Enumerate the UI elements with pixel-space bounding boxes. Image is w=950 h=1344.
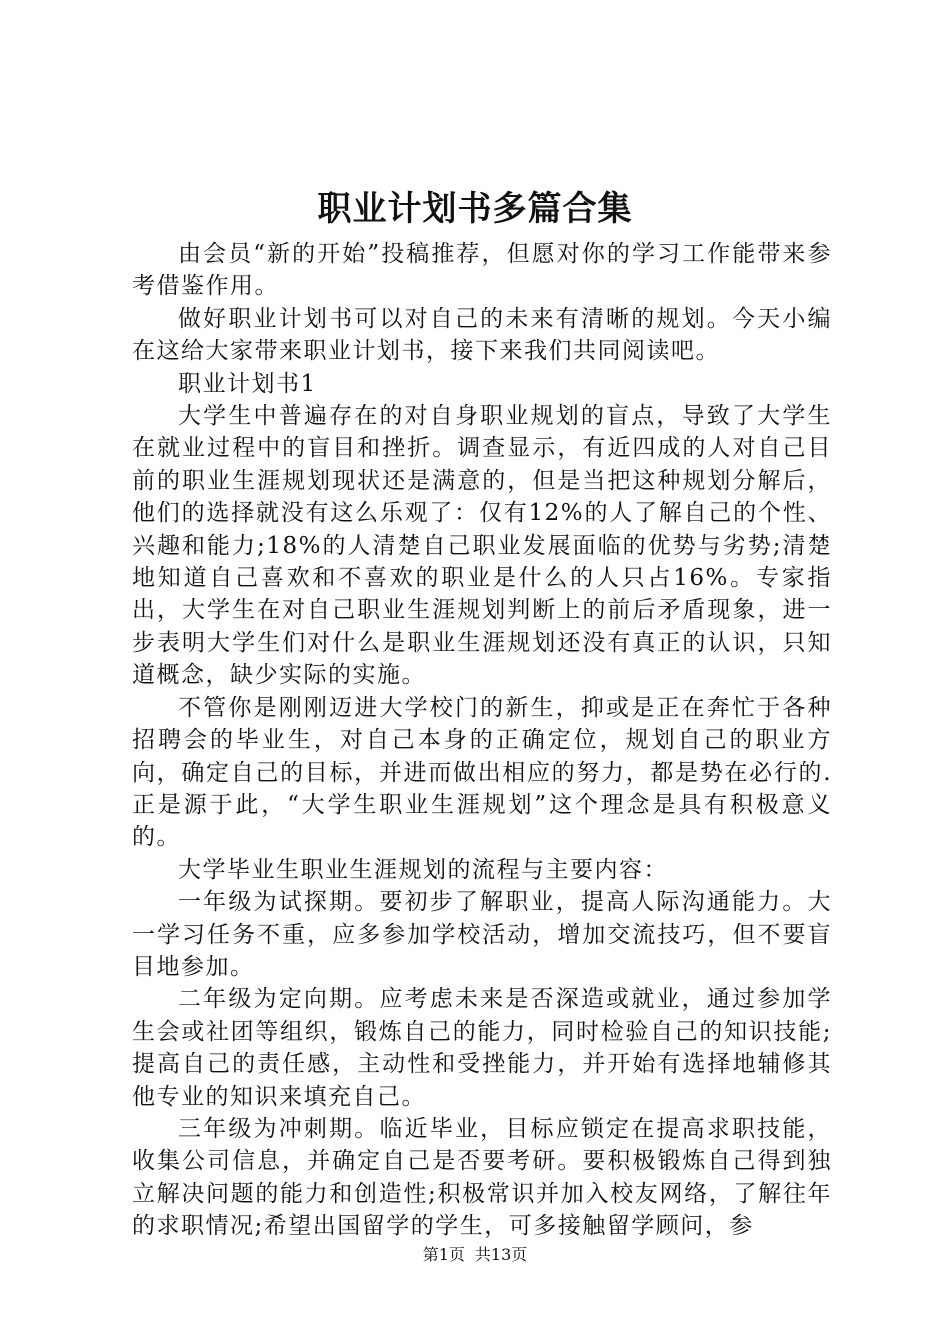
paragraph-source-note: 由会员“新的开始”投稿推荐，但愿对你的学习工作能带来参考借鉴作用。 <box>132 241 832 300</box>
page-number: 第1页 <box>422 1245 465 1264</box>
paragraph-positioning: 不管你是刚刚迈进大学校门的新生，抑或是正在奔忙于各种招聘会的毕业生，对自己本身的正确定位，规划自己的职业方向，确定自己的目标，并进而做出相应的努力，都是势在必行的.正是源于此，“大学生职业生涯规划”这个理念是具有积极意义的。 <box>132 694 832 851</box>
section-heading: 职业计划书1 <box>178 370 317 397</box>
document-title: 职业计划书多篇合集 <box>317 189 633 229</box>
document-body <box>132 238 832 1243</box>
page-total: 共13页 <box>474 1245 528 1264</box>
page-footer <box>0 1244 950 1266</box>
paragraph-year-three: 三年级为冲刺期。临近毕业，目标应锁定在提高求职技能，收集公司信息，并确定自己是否要考研。要积极锻炼自己得到独立解决问题的能力和创造性;积极常识并加入校友网络，了解往年的求职情况;希望出国留学的学生，可多接触留学顾问，参 <box>132 1115 832 1240</box>
paragraph-year-one: 一年级为试探期。要初步了解职业，提高人际沟通能力。大一学习任务不重，应多参加学校活动，增加交流技巧，但不要盲目地参加。 <box>132 889 832 980</box>
paragraph-process-heading: 大学毕业生职业生涯规划的流程与主要内容： <box>178 856 668 883</box>
paragraph-survey: 大学生中普遍存在的对自身职业规划的盲点，导致了大学生在就业过程中的盲目和挫折。调查显示，有近四成的人对自己目前的职业生涯规划现状还是满意的，但是当把这种规划分解后，他们的选择就没有这么乐观了：仅有12%的人了解自己的个性、兴趣和能力;18%的人清楚自己职业发展面临的优势与劣势;清楚地知道自己喜欢和不喜欢的职业是什么的人只占16%。专家指出，大学生在对自己职业生涯规划判断上的前后矛盾现象，进一步表明大学生们对什么是职业生涯规划还没有真正的认识，只知道概念，缺少实际的实施。 <box>132 403 832 689</box>
paragraph-intro: 做好职业计划书可以对自己的未来有清晰的规划。今天小编在这给大家带来职业计划书，接下来我们共同阅读吧。 <box>132 305 832 365</box>
paragraph-year-two: 二年级为定向期。应考虑未来是否深造或就业，通过参加学生会或社团等组织，锻炼自己的能力，同时检验自己的知识技能;提高自己的责任感，主动性和受挫能力，并开始有选择地辅修其他专业的知识来填充自己。 <box>132 986 832 1110</box>
